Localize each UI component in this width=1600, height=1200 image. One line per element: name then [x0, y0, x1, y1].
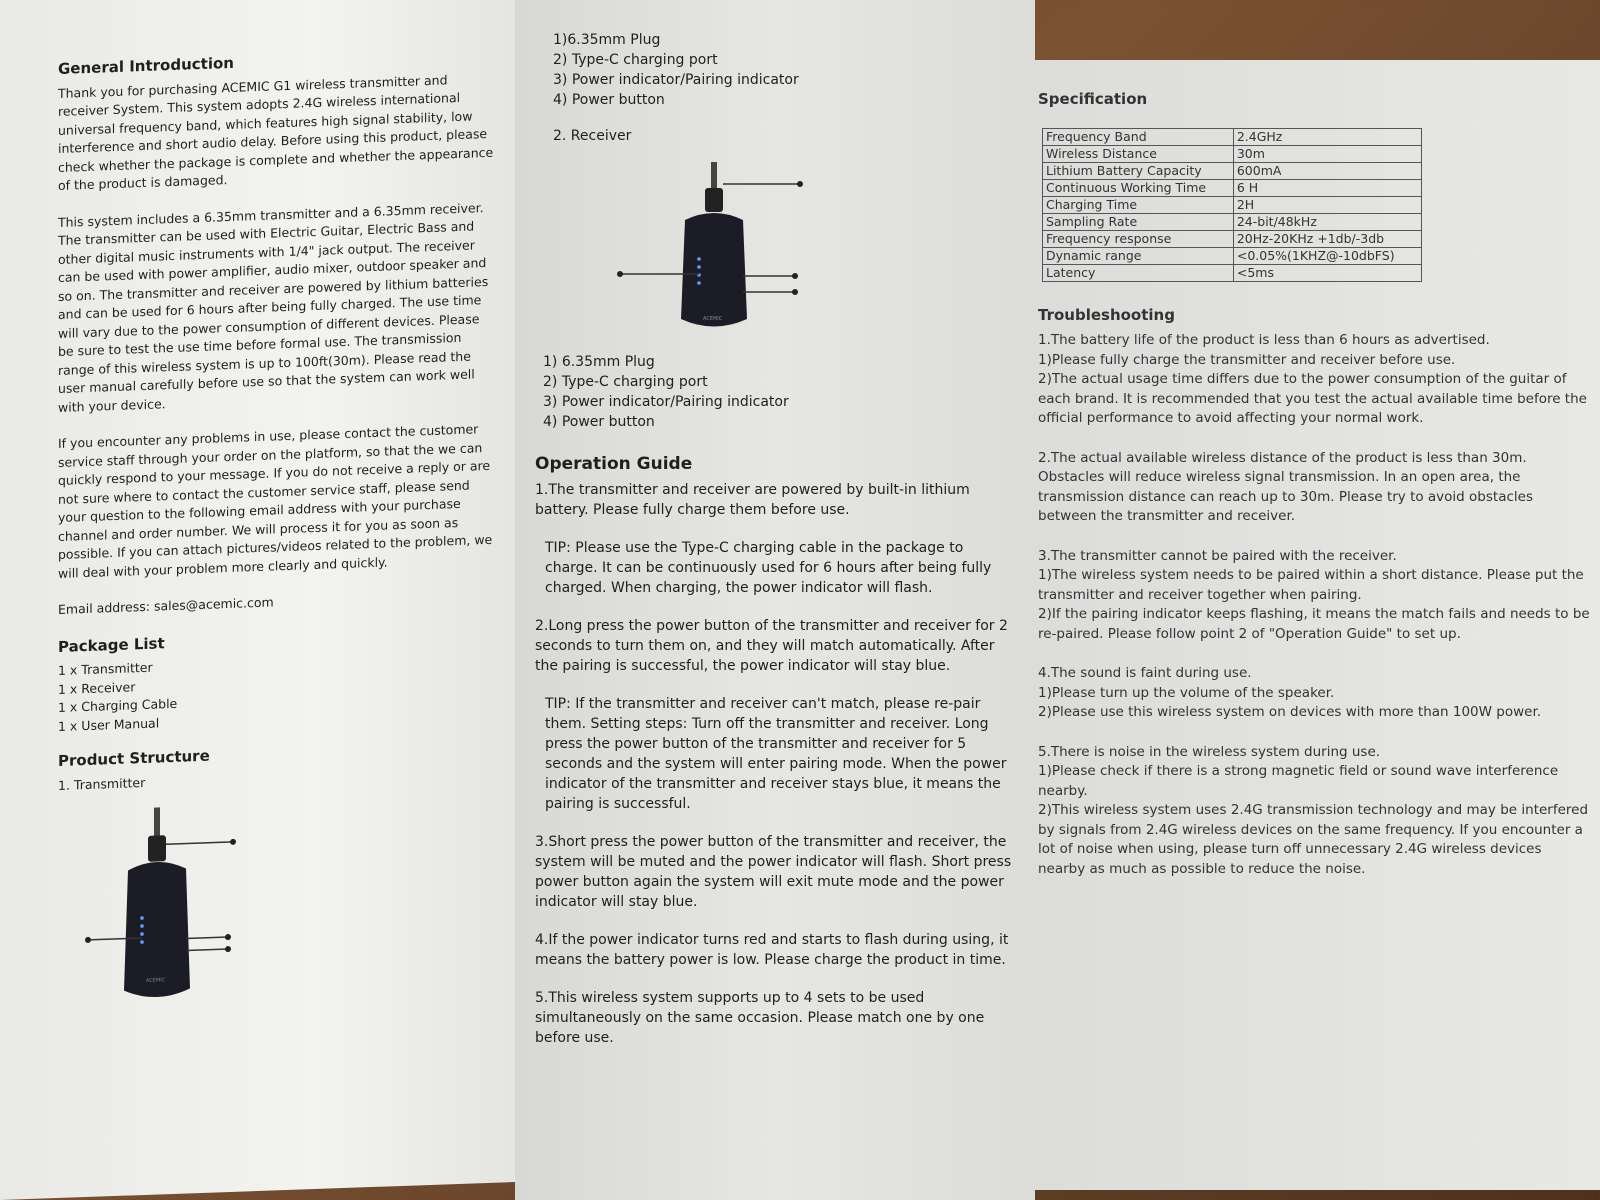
part-item: 4) Power button — [553, 92, 665, 108]
trouble-item-1 — [1038, 331, 1590, 429]
operation-step-1: 1.The transmitter and receiver are powered by built-in lithium battery. Please fully charge them before use. — [535, 482, 970, 518]
trouble-heading: 1.The battery life of the product is less than 6 hours as advertised. — [1038, 332, 1490, 348]
trouble-solution: 2)Please use this wireless system on devices with more than 100W power. — [1038, 704, 1542, 720]
operation-guide-title: Operation Guide — [535, 454, 693, 474]
package-item: 1 x Transmitter — [58, 659, 153, 678]
part-item: 3) Power indicator/Pairing indicator — [553, 72, 799, 88]
middle-panel — [515, 0, 1035, 1200]
trouble-item-2: 2.The actual available wireless distance of the product is less than 30m. Obstacles will reduce wireless signal transmission. In an open area, the transmission distance can reach up to 30m. Please try to avoid obstacles between the transmitter and receiver. — [1038, 449, 1533, 524]
spec-value: 6 H — [1233, 179, 1421, 196]
trouble-solution: 1)Please fully charge the transmitter and receiver before use. — [1038, 351, 1456, 368]
trouble-solution: 1)Please turn up the volume of the speaker. — [1038, 684, 1335, 701]
spec-key: Continuous Working Time — [1043, 179, 1234, 196]
spec-key: Frequency response — [1043, 230, 1234, 247]
general-intro-title: General Introduction — [58, 53, 234, 78]
trouble-heading: 4.The sound is faint during use. — [1038, 665, 1252, 681]
trouble-solution: 2)The actual usage time differs due to the power consumption of the guitar of each brand. It is recommended that you test the actual available time before the official performance to avoid affecting your normal work. — [1038, 371, 1587, 426]
table-row — [1043, 230, 1422, 247]
spec-value: <5ms — [1233, 264, 1421, 281]
spec-value: 20Hz-20KHz +1db/-3db — [1233, 230, 1421, 247]
package-item: 1 x User Manual — [58, 714, 160, 734]
table-row — [1043, 162, 1422, 179]
spec-value: 2H — [1233, 196, 1421, 213]
intro-paragraph-3: If you encounter any problems in use, please contact the customer service staff through your order on the platform, so that the we can quickly respond to your message. If you do not receive a reply or are not sure where to contact the customer service staff, please send your question to the following email address with your purchase channel and order number. We will process it for you as soon as possible. If you can attach pictures/videos related to the problem, we will deal with your problem more clearly and quickly. — [58, 421, 493, 581]
operation-step-3: 3.Short press the power button of the transmitter and receiver, the system will be muted and the power indicator will flash. Short press power button again the system will exit mute mode and the power indicator will stay blue. — [535, 834, 1012, 910]
email-address: Email address: sales@acemic.com — [58, 594, 274, 617]
package-item: 1 x Receiver — [58, 678, 136, 697]
table-row — [1043, 264, 1422, 281]
receiver-label: 2. Receiver — [553, 128, 632, 144]
trouble-solution: 2)If the pairing indicator keeps flashing, it means the match fails and needs to be re-paired. Please follow point 2 of "Operation Guide" to set up. — [1038, 606, 1590, 642]
part-item: 4) Power button — [543, 414, 655, 430]
right-panel — [1030, 60, 1600, 1190]
package-item: 1 x Charging Cable — [58, 695, 178, 715]
trouble-solution: 1)The wireless system needs to be paired within a short distance. Please put the transmitter and receiver together when pairing. — [1038, 567, 1584, 603]
device-brand: ACEMIC — [703, 316, 723, 322]
spec-value: 24-bit/48kHz — [1233, 213, 1421, 230]
spec-key: Sampling Rate — [1043, 213, 1234, 230]
table-row — [1043, 196, 1422, 213]
trouble-item-3 — [1038, 547, 1590, 645]
transmitter-label: 1. Transmitter — [58, 774, 146, 793]
trouble-solution: 1)Please check if there is a strong magnetic field or sound wave interference nearby. — [1038, 763, 1559, 799]
spec-value: 600mA — [1233, 162, 1421, 179]
receiver-parts — [535, 352, 1015, 432]
spec-key: Frequency Band — [1043, 128, 1234, 145]
device-brand: ACEMIC — [146, 977, 166, 984]
operation-step-2: 2.Long press the power button of the transmitter and receiver for 2 seconds to turn them on, and they will match automatically. After the pairing is successful, the power indicator will stay blue. — [535, 618, 1008, 674]
part-item: 2) Type-C charging port — [543, 374, 708, 390]
table-row — [1043, 128, 1422, 145]
spec-value: 30m — [1233, 145, 1421, 162]
part-item: 3) Power indicator/Pairing indicator — [543, 394, 789, 410]
table-row — [1043, 247, 1422, 264]
spec-value: <0.05%(1KHZ@-10dbFS) — [1233, 247, 1421, 264]
intro-paragraph-1: Thank you for purchasing ACEMIC G1 wireless transmitter and receiver System. This system adopts 2.4G wireless international universal frequency band, which features high signal stability, low interference and short audio delay. Before using this product, please check whether the package is complete and whether the appearance of the product is damaged. — [58, 71, 494, 193]
package-list-title: Package List — [58, 633, 165, 656]
left-panel — [0, 0, 525, 1200]
spec-value: 2.4GHz — [1233, 128, 1421, 145]
trouble-solution: 2)This wireless system uses 2.4G transmission technology and may be interfered by signals from 2.4G wireless devices on the same frequency. If you encounter a lot of noise when using, please turn off unnecessary 2.4G wireless devices nearby as much as possible to reduce the noise. — [1038, 802, 1589, 877]
troubleshooting-list — [1038, 331, 1590, 879]
table-row — [1043, 213, 1422, 230]
operation-step-4: 4.If the power indicator turns red and starts to flash during using, it means the battery power is low. Please charge the product in time. — [535, 932, 1009, 968]
spec-key: Dynamic range — [1043, 247, 1234, 264]
part-item: 1)6.35mm Plug — [553, 32, 661, 48]
operation-step-5: 5.This wireless system supports up to 4 sets to be used simultaneously on the same occasion. Please match one by one before use. — [535, 990, 985, 1046]
transmitter-diagram — [58, 795, 278, 1013]
trouble-item-4 — [1038, 664, 1590, 723]
spec-key: Latency — [1043, 264, 1234, 281]
trouble-heading: 5.There is noise in the wireless system during use. — [1038, 743, 1381, 760]
troubleshooting-title: Troubleshooting — [1038, 305, 1175, 324]
trouble-heading: 3.The transmitter cannot be paired with the receiver. — [1038, 547, 1397, 564]
spec-key: Wireless Distance — [1043, 145, 1234, 162]
spec-key: Lithium Battery Capacity — [1043, 162, 1234, 179]
receiver-diagram — [585, 154, 825, 344]
part-item: 2) Type-C charging port — [553, 52, 718, 68]
specification-table — [1042, 128, 1422, 282]
product-structure-title: Product Structure — [58, 746, 210, 770]
part-item: 1) 6.35mm Plug — [543, 354, 655, 370]
table-row — [1043, 179, 1422, 196]
trouble-item-5 — [1038, 743, 1590, 880]
operation-tip-1: TIP: Please use the Type-C charging cable in the package to charge. It can be continuously used for 6 hours after being fully charged. When charging, the power indicator will flash. — [545, 540, 992, 596]
spec-key: Charging Time — [1043, 196, 1234, 213]
specification-title: Specification — [1038, 90, 1148, 108]
transmitter-parts — [535, 30, 1015, 110]
intro-paragraph-2: This system includes a 6.35mm transmitter and a 6.35mm receiver. The transmitter can be used with Electric Guitar, Electric Bass and other digital music instruments with 1/4" jack output. The receiver can be used with power amplifier, audio mixer, outdoor speaker and so on. The transmitter and receiver are powered by lithium batteries and can be used for 6 hours after being fully charged. The use time will vary due to the power consumption of different devices. Please be sure to test the use time before formal use. The transmission range of this wireless system is up to 100ft(30m). Please read the user manual carefully before use so that the system can work well with your device. — [58, 199, 489, 415]
table-row — [1043, 145, 1422, 162]
operation-tip-2: TIP: If the transmitter and receiver can't match, please re-pair them. Setting steps: Turn off the transmitter and receiver. Long press the power button of the transmitter and receiver for 5 seconds and the system will enter pairing mode. When the power indicator of the transmitter and receiver stays blue, it means the pairing is successful. — [545, 696, 1007, 812]
package-list — [58, 647, 495, 736]
